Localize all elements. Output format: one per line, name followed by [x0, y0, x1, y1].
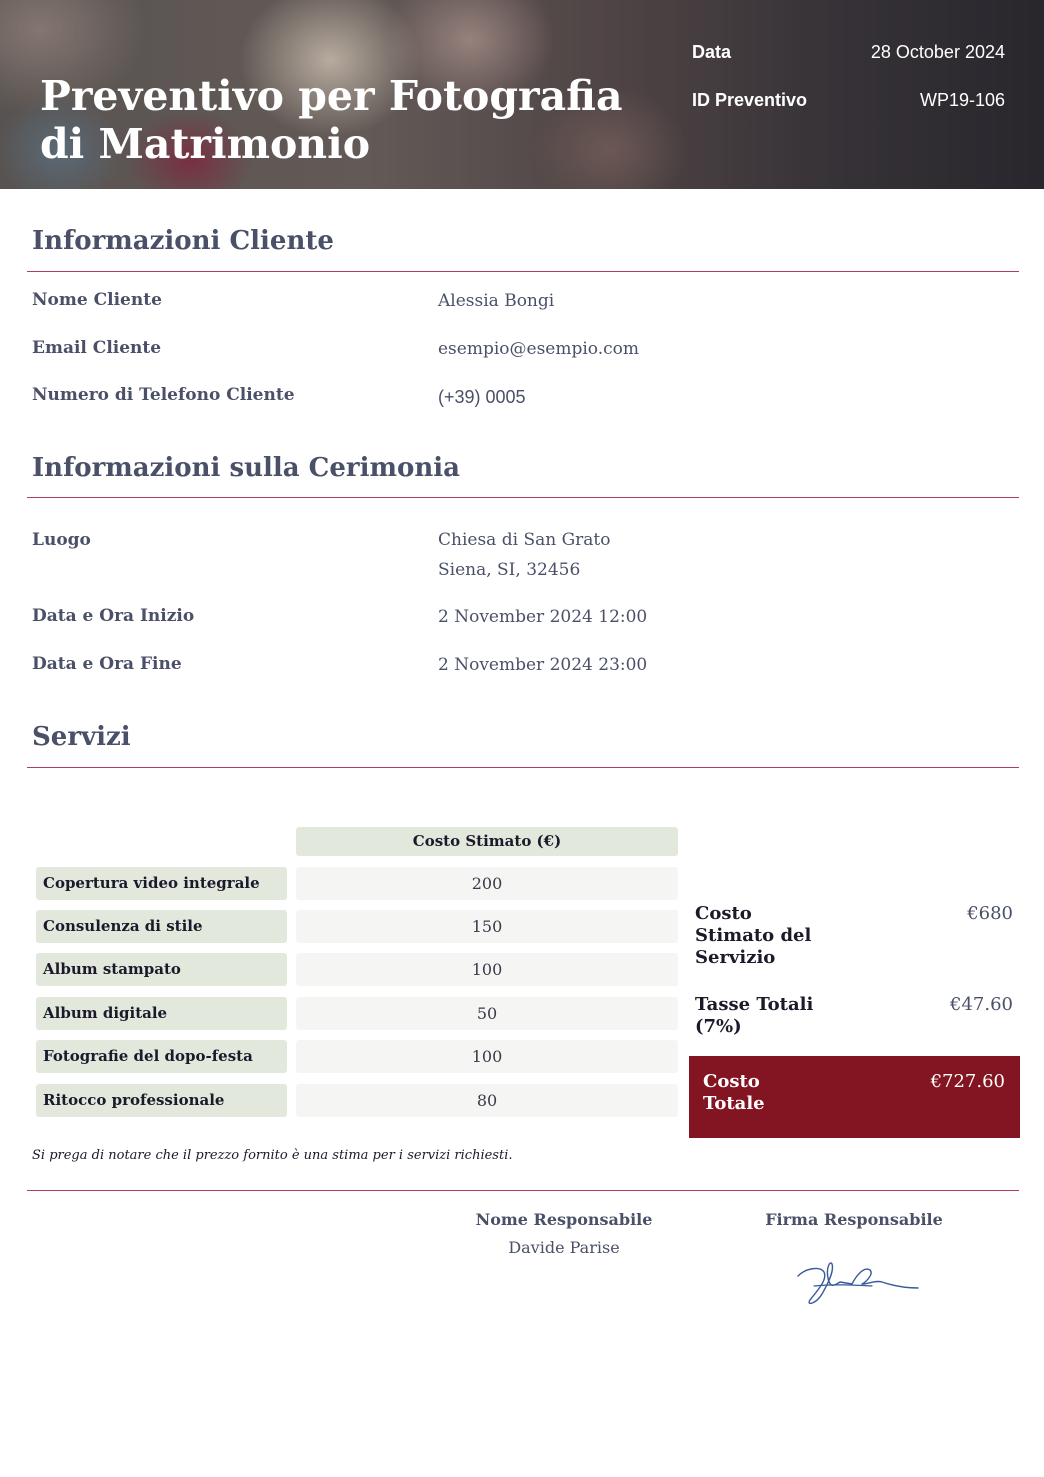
service-name: Fotografie del dopo-festa: [36, 1040, 287, 1073]
date-value: 28 October 2024: [870, 42, 1005, 62]
client-email-value: esempio@esempio.com: [438, 339, 640, 359]
ceremony-section-title: Informazioni sulla Cerimonia: [32, 453, 460, 483]
section-divider: [27, 271, 1019, 272]
client-name-label: Nome Cliente: [32, 290, 162, 310]
start-datetime-value: 2 November 2024 12:00: [438, 607, 648, 627]
service-name: Consulenza di stile: [36, 910, 287, 943]
service-cost: 200: [296, 867, 678, 900]
service-name: Ritocco professionale: [36, 1084, 287, 1117]
total-cost-value: €727.60: [930, 1071, 1005, 1092]
service-name: Copertura video integrale: [36, 867, 287, 900]
end-datetime-value: 2 November 2024 23:00: [438, 655, 648, 675]
estimated-cost-label: Costo Stimato del Servizio: [695, 903, 812, 968]
quote-id-value: WP19-106: [919, 90, 1005, 110]
client-name-value: Alessia Bongi: [438, 291, 555, 311]
location-line1: Chiesa di San Grato: [438, 530, 611, 550]
service-cost: 80: [296, 1084, 678, 1117]
services-section-title: Servizi: [32, 722, 131, 752]
total-cost-label: Costo Totale: [703, 1071, 765, 1114]
location-line2: Siena, SI, 32456: [438, 560, 581, 580]
client-section-title: Informazioni Cliente: [32, 226, 334, 256]
location-label: Luogo: [32, 530, 91, 550]
section-divider: [27, 1190, 1019, 1191]
header-banner: [0, 0, 1044, 189]
client-phone-label: Numero di Telefono Cliente: [32, 385, 295, 405]
client-email-label: Email Cliente: [32, 338, 162, 358]
tax-label: Tasse Totali (7%): [695, 994, 814, 1037]
tax-value: €47.60: [950, 994, 1013, 1015]
service-name: Album digitale: [36, 997, 287, 1030]
estimated-cost-value: €680: [967, 903, 1013, 924]
date-label: Data: [692, 42, 732, 62]
cost-column-header: Costo Stimato (€): [296, 827, 678, 856]
signature-label: Firma Responsabile: [765, 1210, 943, 1229]
service-name: Album stampato: [36, 953, 287, 986]
service-cost: 100: [296, 1040, 678, 1073]
page-title: Preventivo per Fotografia di Matrimonio: [40, 72, 623, 168]
manager-name-value: Davide Parise: [508, 1238, 620, 1257]
total-cost-box: [689, 1056, 1020, 1138]
manager-name-label: Nome Responsabile: [475, 1210, 653, 1229]
section-divider: [27, 767, 1019, 768]
service-cost: 50: [296, 997, 678, 1030]
quote-id-label: ID Preventivo: [692, 90, 808, 110]
start-datetime-label: Data e Ora Inizio: [32, 606, 195, 626]
signature-image: [794, 1258, 924, 1308]
end-datetime-label: Data e Ora Fine: [32, 654, 182, 674]
service-cost: 100: [296, 953, 678, 986]
section-divider: [27, 497, 1019, 498]
estimate-note: Si prega di notare che il prezzo fornito è una stima per i servizi richiesti.: [32, 1148, 513, 1163]
service-cost: 150: [296, 910, 678, 943]
client-phone-value: (+39) 0005: [438, 387, 526, 407]
